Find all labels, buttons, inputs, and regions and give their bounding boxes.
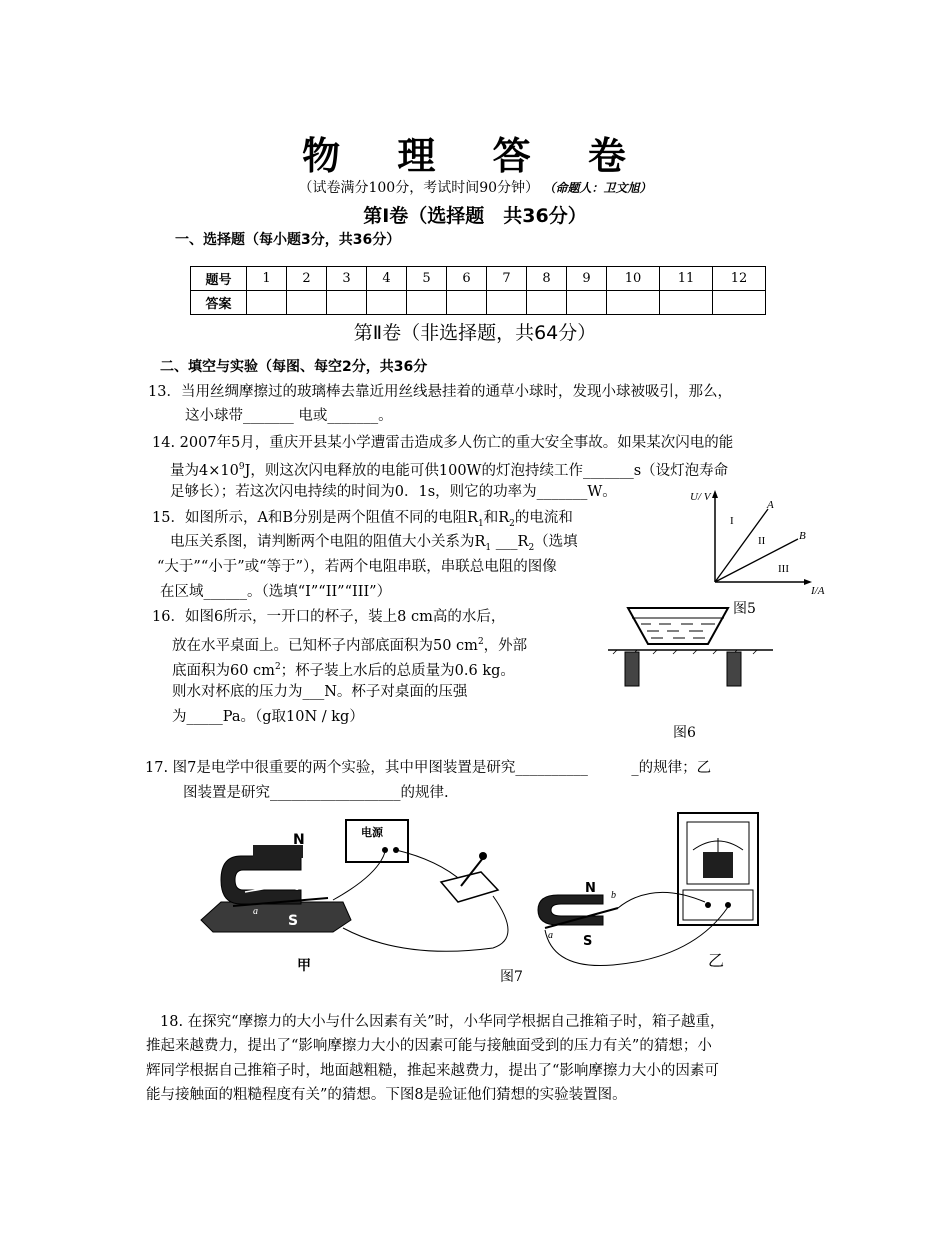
fig7-right-b: b [611, 890, 616, 901]
fig5-label-B: B [799, 530, 806, 542]
fig7-right-a: a [548, 930, 553, 941]
q16-line-3 [172, 655, 515, 683]
exam-info [0, 177, 950, 197]
q18-line-1: 18. 在探究“摩擦力的大小与什么因素有关”时，小华同学根据自己推箱子时，箱子越重， [160, 1014, 725, 1030]
row-label-answer: 答案 [191, 291, 247, 315]
q16-superscript: 2 [274, 662, 281, 672]
question-number: 12 [713, 267, 766, 291]
q15-text: 和R [483, 510, 510, 526]
fig5-region-3: III [778, 563, 789, 575]
q15-line-4: 在区域______。（选填“I”“II”“III”） [160, 584, 392, 600]
fig7-left-S: S [288, 913, 299, 929]
q15-text: 15．如图所示，A和B分别是两个阻值不同的电阻R [152, 510, 478, 526]
q14-text: 量为4×10 [170, 462, 239, 479]
q16-text: ；杯子装上水后的总质量为0.6 kg。 [280, 662, 515, 679]
answer-table [190, 266, 766, 315]
question-number: 1 [247, 267, 287, 291]
figure-6-cup [603, 604, 778, 714]
table-row-numbers [191, 267, 766, 291]
figure-7-caption: 图7 [500, 969, 523, 985]
answer-cell[interactable] [247, 291, 287, 315]
q14-exponent: 9 [238, 462, 245, 472]
q16-line-2 [172, 630, 527, 658]
q16-line-5: 为_____Pa。（g取10N / kg） [172, 709, 364, 725]
q14-line-1: 14. 2007年5月，重庆开县某小学遭雷击造成多人伤亡的重大安全事故。如果某次闪电的能 [152, 435, 734, 451]
q13-line-1: 13．当用丝绸摩擦过的玻璃棒去靠近用丝线悬挂着的通草小球时，发现小球被吸引，那么， [148, 384, 732, 400]
answer-cell[interactable] [367, 291, 407, 315]
fig7-left-b: b [295, 882, 300, 893]
q18-line-4: 能与接触面的粗糙程度有关”的猜想。下图8是验证他们猜想的实验装置图。 [146, 1087, 627, 1103]
fig7-left-a: a [253, 906, 258, 917]
q15-subscript: 2 [528, 542, 535, 553]
row-label-number: 题号 [191, 267, 247, 291]
q18-line-2: 推起来越费力，提出了“影响摩擦力大小的因素可能与接触面受到的压力有关”的猜想；小 [146, 1038, 712, 1054]
q13-line-2: 这小球带_______ 电或_______。 [185, 408, 393, 424]
q15-text: （选填 [534, 534, 578, 550]
q17-line-2: 图装置是研究__________________的规律. [183, 785, 449, 801]
q16-line-1: 16．如图6所示，一开口的杯子，装上8 cm高的水后， [152, 609, 506, 625]
answer-cell[interactable] [567, 291, 607, 315]
line-B [715, 539, 798, 582]
answer-cell[interactable] [660, 291, 713, 315]
volume-1-heading: 第Ⅰ卷（选择题 共36分） [363, 205, 587, 227]
volume-2-heading: 第Ⅱ卷（非选择题，共64分） [353, 322, 597, 344]
figure-5-graph [680, 484, 840, 614]
question-number: 10 [607, 267, 660, 291]
section-2-heading: 二、填空与实验（每图、每空2分，共36分 [160, 359, 428, 375]
fig7-yi: 乙 [708, 951, 725, 970]
fig7-jia: 甲 [297, 958, 311, 974]
fig7-left-N: N [293, 832, 305, 848]
figure-7-experiments [193, 810, 768, 988]
fig5-ylabel: U/ V [690, 491, 711, 503]
section-1-heading: 一、选择题（每小题3分，共36分） [175, 232, 401, 248]
q15-subscript: 1 [485, 542, 492, 553]
answer-cell[interactable] [713, 291, 766, 315]
answer-cell[interactable] [607, 291, 660, 315]
table-row-answers [191, 291, 766, 315]
q16-line-4: 则水对杯底的压力为___N。杯子对桌面的压强 [172, 684, 468, 700]
q16-text: 放在水平桌面上。已知杯子内部底面积为50 cm [172, 637, 478, 654]
figure-6-caption: 图6 [673, 725, 696, 741]
q16-text: 底面积为60 cm [172, 662, 275, 679]
exam-author: （命题人：卫文旭） [543, 181, 652, 195]
question-number: 9 [567, 267, 607, 291]
answer-cell[interactable] [527, 291, 567, 315]
q18-line-3: 辉同学根据自己推箱子时，地面越粗糙，推起来越费力，提出了“影响摩擦力大小的因素可 [146, 1063, 719, 1079]
question-number: 8 [527, 267, 567, 291]
question-number: 7 [487, 267, 527, 291]
fig7-right-N: N [585, 881, 596, 896]
q16-superscript: 2 [477, 637, 484, 647]
answer-cell[interactable] [327, 291, 367, 315]
exam-duration: （试卷满分100分，考试时间90分钟） [298, 180, 540, 196]
fig5-region-2: II [758, 535, 766, 547]
answer-cell[interactable] [407, 291, 447, 315]
q15-text: 的电流和 [514, 510, 573, 526]
question-number: 6 [447, 267, 487, 291]
answer-cell[interactable] [287, 291, 327, 315]
q16-text: ，外部 [483, 637, 528, 654]
q14-line-2 [170, 455, 728, 483]
q14-text: J，则这次闪电释放的电能可供100W的灯泡持续工作_______s（设灯泡寿命 [244, 462, 729, 479]
question-number: 4 [367, 267, 407, 291]
q15-text: 电压关系图，请判断两个电阻的阻值大小关系为R [170, 534, 486, 550]
q17-line-1: 17. 图7是电学中很重要的两个实验，其中甲图装置是研究__________ _的规律；乙 [145, 760, 712, 776]
q14-line-3: 足够长）；若这次闪电持续的时间为0．1s，则它的功率为_______W。 [170, 484, 617, 500]
fig5-region-1: I [730, 515, 734, 527]
fig7-power-label: 电源 [361, 826, 383, 839]
question-number: 11 [660, 267, 713, 291]
fig7-right-S: S [583, 934, 593, 949]
q15-text: ___R [491, 534, 529, 550]
fig5-label-A: A [767, 499, 774, 511]
page-title: 物 理 答 卷 [302, 134, 648, 178]
q15-subscript: 2 [509, 518, 515, 529]
question-number: 5 [407, 267, 447, 291]
figure-5-caption: 图5 [733, 601, 756, 617]
answer-cell[interactable] [487, 291, 527, 315]
fig5-xlabel: I/A [811, 585, 825, 597]
question-number: 3 [327, 267, 367, 291]
q15-line-3: “大于”“小于”或“等于”），若两个电阻串联，串联总电阻的图像 [157, 559, 557, 575]
answer-cell[interactable] [447, 291, 487, 315]
q15-subscript: 1 [478, 518, 484, 529]
question-number: 2 [287, 267, 327, 291]
